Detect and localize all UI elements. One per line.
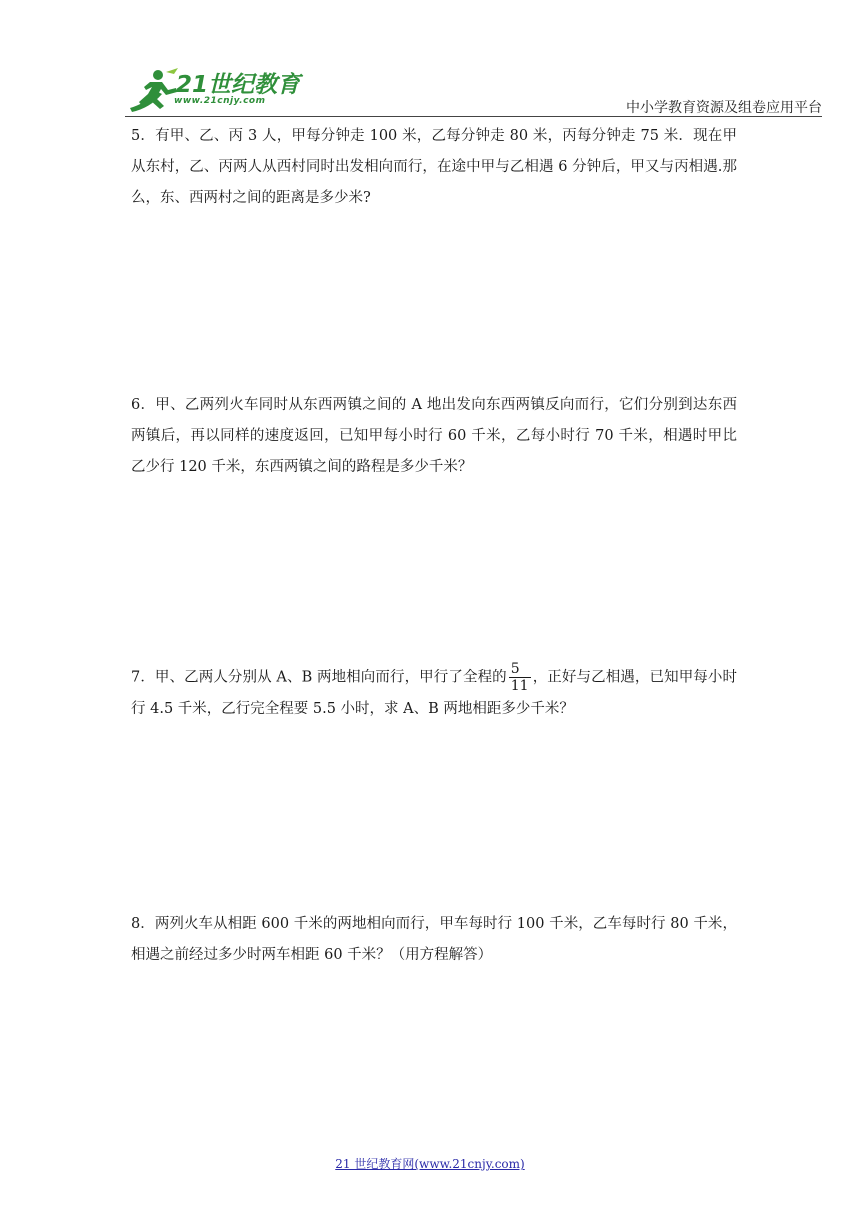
page-header [0, 0, 860, 120]
fraction [509, 661, 531, 694]
question-5: 5．有甲、乙、丙 3 人，甲每分钟走 100 米，乙每分钟走 80 米，丙每分钟走 75 米．现在甲从东村，乙、丙两人从西村同时出发相向而行，在途中甲与乙相遇 6 分钟后，甲又与丙相遇.那么，东、西两村之间的距离是多少米? [131, 128, 737, 206]
logo [128, 64, 328, 116]
header-divider [125, 116, 822, 117]
question-7-text-before: 7．甲、乙两人分别从 A、B 两地相向而行，甲行了全程的 [131, 669, 507, 686]
question-8: 8．两列火车从相距 600 千米的两地相向而行，甲车每时行 100 千米，乙车每时行 80 千米，相遇之前经过多少时两车相距 60 千米？（用方程解答） [131, 916, 737, 963]
question-7 [131, 661, 737, 725]
logo-url: www.21cnjy.com [174, 96, 266, 106]
page-footer [0, 1155, 860, 1172]
question-7-text-after: ，正好与乙相遇，已知甲每小时行 4.5 千米，乙行完全程要 5.5 小时，求 A、B 两地相距多少千米？ [131, 669, 737, 717]
fraction-denominator: 11 [510, 678, 529, 694]
platform-title: 中小学教育资源及组卷应用平台 [626, 100, 822, 116]
logo-text: 21世纪教育 [176, 72, 301, 98]
fraction-numerator: 5 [509, 661, 531, 678]
runner-logo-icon [128, 68, 180, 112]
question-6: 6．甲、乙两列火车同时从东西两镇之间的 A 地出发向东西两镇反向而行，它们分别到达东西两镇后，再以同样的速度返回，已知甲每小时行 60 千米，乙每小时行 70 千米，相遇时甲比乙少行 120 千米，东西两镇之间的路程是多少千米？ [131, 397, 737, 475]
footer-link[interactable]: 21 世纪教育网(www.21cnjy.com) [335, 1157, 525, 1171]
